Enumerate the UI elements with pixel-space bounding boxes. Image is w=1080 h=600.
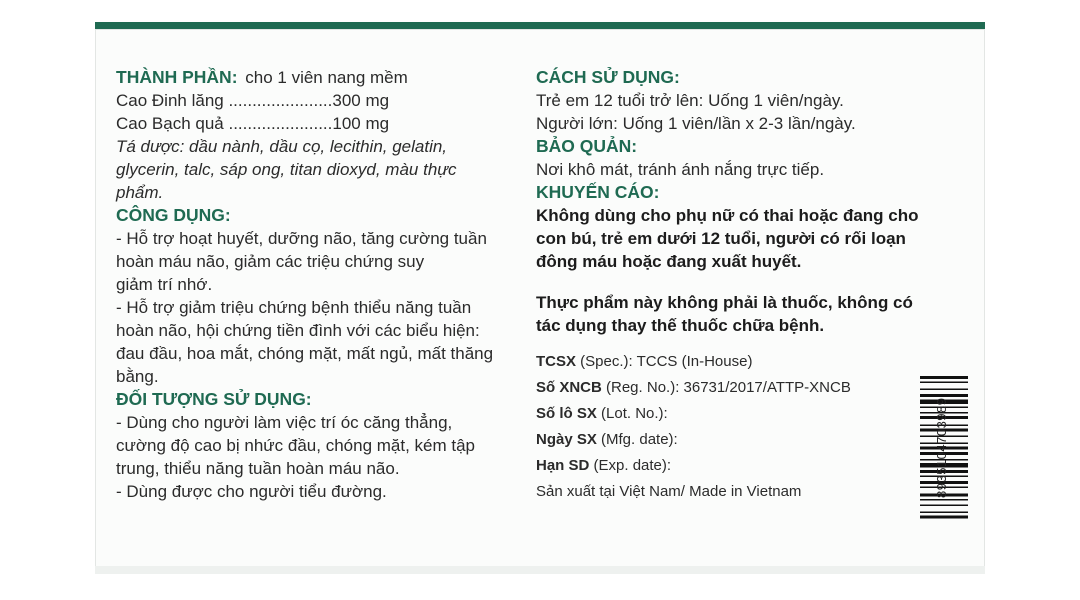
ingredient-line: Cao Bạch quả ......................100 mg xyxy=(116,114,390,133)
registration-key: TCSX xyxy=(536,353,577,370)
registration-key: Hạn SD xyxy=(536,457,590,474)
registration-block xyxy=(536,349,936,505)
registration-row xyxy=(536,401,936,427)
excipients-line: phẩm. xyxy=(116,183,164,202)
origin-text: Sản xuất tại Việt Nam/ Made in Vietnam xyxy=(536,483,802,500)
storage-line: Nơi khô mát, tránh ánh nắng trực tiếp. xyxy=(536,160,825,179)
ingredient-line: Cao Đinh lăng ......................300 mg xyxy=(116,91,390,110)
uses-line: giảm trí nhớ. xyxy=(116,275,213,294)
left-column xyxy=(116,66,506,503)
origin-row xyxy=(536,479,936,505)
uses-line: hoàn máu não, giảm các triệu chứng suy xyxy=(116,252,425,271)
registration-value: (Reg. No.): 36731/2017/ATTP-XNCB xyxy=(601,379,851,396)
warning-heading: KHUYẾN CÁO: xyxy=(536,182,660,202)
registration-key: Số XNCB xyxy=(536,379,602,396)
uses-heading: CÔNG DỤNG: xyxy=(116,205,231,225)
target-line: trung, thiểu năng tuần hoàn máu não. xyxy=(116,459,400,478)
registration-value: (Spec.): TCCS (In-House) xyxy=(576,353,753,370)
composition-heading-suffix: cho 1 viên nang mềm xyxy=(240,68,408,87)
target-line: - Dùng cho người làm việc trí óc căng thẳng, xyxy=(116,413,453,432)
warning-note-line: Thực phẩm này không phải là thuốc, không có xyxy=(536,293,913,312)
uses-line: đau đầu, hoa mắt, chóng mặt, mất ngủ, mất thăng xyxy=(116,344,494,363)
uses-line: bằng. xyxy=(116,367,159,386)
warning-note-line: tác dụng thay thế thuốc chữa bệnh. xyxy=(536,316,825,335)
registration-row xyxy=(536,453,936,479)
warning-line: đông máu hoặc đang xuất huyết. xyxy=(536,252,802,271)
registration-value: (Mfg. date): xyxy=(596,431,678,448)
usage-line: Người lớn: Uống 1 viên/lần x 2-3 lần/ngày. xyxy=(536,114,856,133)
registration-key: Số lô SX xyxy=(536,405,597,422)
composition-heading: THÀNH PHẦN: xyxy=(116,67,238,87)
uses-line: - Hỗ trợ hoạt huyết, dưỡng não, tăng cường tuần xyxy=(116,229,487,248)
storage-heading: BẢO QUẢN: xyxy=(536,136,638,156)
right-column xyxy=(536,66,936,505)
registration-value: (Exp. date): xyxy=(589,457,672,474)
registration-key: Ngày SX xyxy=(536,431,597,448)
uses-line: hoàn não, hội chứng tiền đình với các biểu hiện: xyxy=(116,321,480,340)
excipients-line: glycerin, talc, sáp ong, titan dioxyd, màu thực xyxy=(116,160,457,179)
spacer xyxy=(536,273,936,291)
excipients-line: Tá dược: dầu nành, dầu cọ, lecithin, gelatin, xyxy=(116,137,448,156)
usage-heading: CÁCH SỬ DỤNG: xyxy=(536,67,680,87)
warning-line: Không dùng cho phụ nữ có thai hoặc đang cho xyxy=(536,206,919,225)
uses-line: - Hỗ trợ giảm triệu chứng bệnh thiểu năng tuần xyxy=(116,298,472,317)
registration-row xyxy=(536,349,936,375)
composition-heading-line xyxy=(116,66,506,89)
registration-value: (Lot. No.): xyxy=(596,405,668,422)
target-line: - Dùng được cho người tiểu đường. xyxy=(116,482,387,501)
barcode-digits: 8935104703989 xyxy=(934,397,949,499)
registration-row xyxy=(536,427,936,453)
panel-bottom-edge xyxy=(95,566,985,574)
usage-line: Trẻ em 12 tuổi trở lên: Uống 1 viên/ngày. xyxy=(536,91,844,110)
registration-row xyxy=(536,375,936,401)
warning-line: con bú, trẻ em dưới 12 tuổi, người có rối loạn xyxy=(536,229,906,248)
target-heading: ĐỐI TƯỢNG SỬ DỤNG: xyxy=(116,389,312,409)
target-line: cường độ cao bị nhức đầu, chóng mặt, kém tập xyxy=(116,436,476,455)
